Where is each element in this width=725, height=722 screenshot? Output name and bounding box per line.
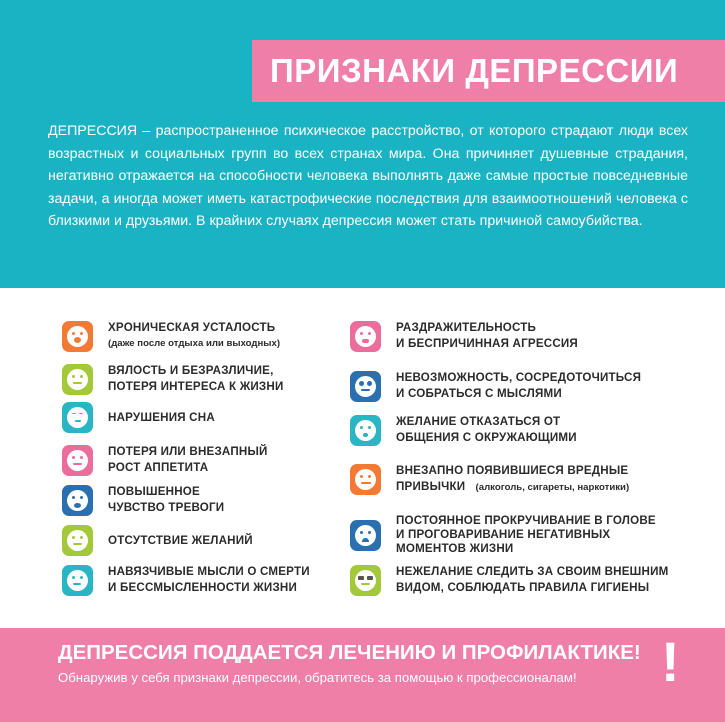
sign-note: (алкоголь, сигареты, наркотики) [475,482,630,493]
sign-item [350,370,641,402]
sign-label: ОБЩЕНИЯ С ОКРУЖАЮЩИМИ [396,431,577,444]
sign-label: НЕВОЗМОЖНОСТЬ, СОСРЕДОТОЧИТЬСЯ [396,371,642,384]
sleepy-face-icon [62,402,93,433]
silent-face-icon [350,415,381,446]
sign-label: НАРУШЕНИЯ СНА [108,410,215,424]
angry-face-icon [350,321,381,352]
neutral-face-icon [62,525,93,556]
tired-face-icon [62,321,93,352]
title-banner [252,40,725,102]
footer-title: ДЕПРЕССИЯ ПОДДАЕТСЯ ЛЕЧЕНИЮ И ПРОФИЛАКТИКЕ! [58,641,641,664]
sign-label: ПОВЫШЕННОЕ [108,485,200,498]
sign-note: (даже после отдыха или выходных) [108,338,281,349]
sign-label: ПОТЕРЯ ИЛИ ВНЕЗАПНЫЙ [108,445,268,458]
sign-label: И БЕСПРИЧИННАЯ АГРЕССИЯ [396,337,578,350]
sign-item [350,514,656,556]
footer-subtitle: Обнаружив у себя признаки депрессии, обратитесь за помощью к профессионалам! [58,670,577,685]
sign-label: НАВЯЗЧИВЫЕ МЫСЛИ О СМЕРТИ [108,565,310,578]
sign-item [62,525,253,556]
sign-label: ВЯЛОСТЬ И БЕЗРАЗЛИЧИЕ, [108,364,274,377]
sign-item [62,402,215,433]
sign-label: ОТСУТСТВИЕ ЖЕЛАНИЙ [108,533,253,547]
smoking-face-icon [350,464,381,495]
sign-item [62,320,280,352]
frowning-face-icon [350,520,381,551]
sign-label: РОСТ АППЕТИТА [108,461,209,474]
sign-label: ПОСТОЯННОЕ ПРОКРУЧИВАНИЕ В ГОЛОВЕ [396,514,656,527]
confused-face-icon [350,371,381,402]
sign-label: ЖЕЛАНИЕ ОТКАЗАТЬСЯ ОТ [396,415,561,428]
sign-label: И СОБРАТЬСЯ С МЫСЛЯМИ [396,387,562,400]
sign-label: И ПРОГОВАРИВАНИЕ НЕГАТИВНЫХ [396,528,611,541]
exclamation-icon: ! [661,630,680,693]
anxious-face-icon [62,485,93,516]
sign-item [62,444,268,476]
indifferent-face-icon [62,364,93,395]
page-title: ПРИЗНАКИ ДЕПРЕССИИ [270,52,679,89]
sign-item [62,484,224,516]
sad-face-icon [62,445,93,476]
sign-item [62,564,310,596]
sign-item [350,320,578,352]
sign-item [62,363,284,395]
sign-label: МОМЕНТОВ ЖИЗНИ [396,542,514,555]
sign-label: ПРИВЫЧКИ [396,480,466,493]
sign-item [350,463,629,496]
sign-label: ПОТЕРЯ ИНТЕРЕСА К ЖИЗНИ [108,380,284,393]
sign-label: НЕЖЕЛАНИЕ СЛЕДИТЬ ЗА СВОИМ ВНЕШНИМ [396,565,669,578]
sign-item [350,414,577,446]
sign-item [350,564,669,596]
sign-label: И БЕССМЫСЛЕННОСТИ ЖИЗНИ [108,581,298,594]
sign-label: РАЗДРАЖИТЕЛЬНОСТЬ [396,321,537,334]
sign-label: ВИДОМ, СОБЛЮДАТЬ ПРАВИЛА ГИГИЕНЫ [396,581,650,594]
sign-label: ВНЕЗАПНО ПОЯВИВШИЕСЯ ВРЕДНЫЕ [396,464,629,477]
sunglasses-face-icon [350,565,381,596]
sign-label: ЧУВСТВО ТРЕВОГИ [108,501,225,514]
worried-face-icon [62,565,93,596]
sign-label: ХРОНИЧЕСКАЯ УСТАЛОСТЬ [108,321,276,334]
intro-paragraph: ДЕПРЕССИЯ – распространенное психическое расстройство, от которого страдают люди всех возрастных и социальных групп во всех странах мира. Она причиняет душевные страдания, негативно отражается на способности человека выполнять даже самые простые повседневные задачи, а иногда может иметь катастрофические последствия для взаимоотношений человека с близкими и друзьями. В крайних случаях депрессия может стать причиной самоубийства. [48,123,688,229]
